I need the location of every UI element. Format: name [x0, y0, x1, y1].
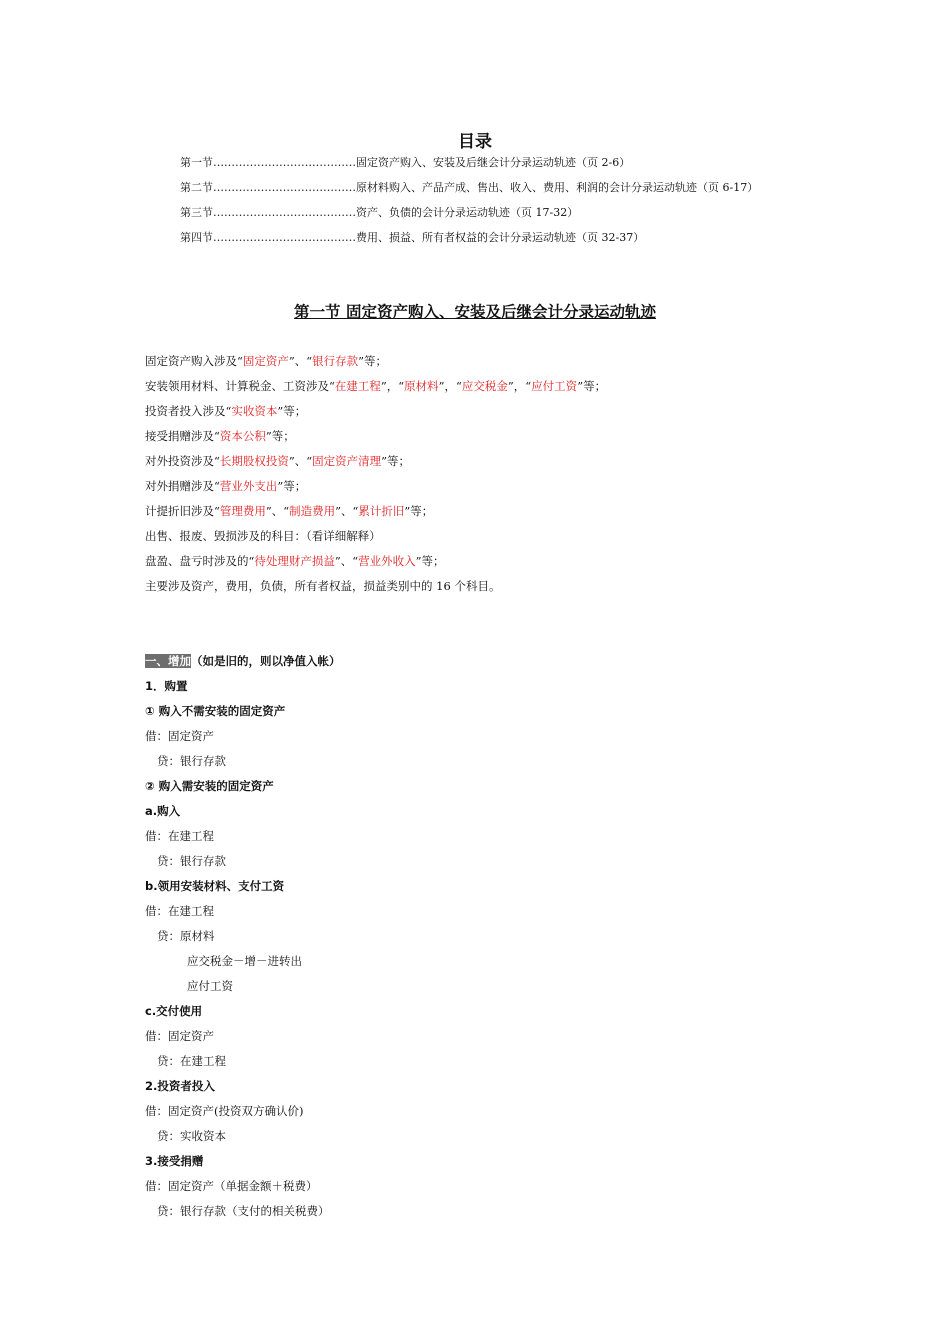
- intro-text: ”等；: [415, 554, 445, 568]
- entry-line: 贷：在建工程: [157, 1054, 226, 1068]
- intro-line: [145, 403, 306, 419]
- intro-text: 出售、报废、毁损涉及的科目：（看详细解释）: [145, 529, 381, 543]
- intro-text: 计提折旧涉及“: [145, 504, 220, 518]
- intro-text: ”等；: [358, 354, 388, 368]
- account-name: 待处理财产损益: [254, 554, 335, 568]
- account-name: 应交税金: [461, 379, 508, 393]
- intro-line: [145, 503, 433, 519]
- entry-heading: 1．购置: [145, 679, 188, 693]
- account-name: 管理费用: [219, 504, 266, 518]
- toc-entry-4[interactable]: 第四节…………………………………费用、损益、所有者权益的会计分录运动轨迹（页 32-37）: [180, 231, 645, 244]
- account-name: 固定资产清理: [312, 454, 382, 468]
- entry-line: 贷：银行存款: [157, 854, 226, 868]
- intro-text: ”、“: [265, 504, 290, 518]
- account-name: 银行存款: [312, 354, 359, 368]
- toc-entry-1[interactable]: 第一节…………………………………固定资产购入、安装及后继会计分录运动轨迹（页 2-6）: [180, 156, 631, 169]
- intro-line: [145, 378, 606, 394]
- entry-line: 应交税金－增－进转出: [187, 954, 302, 968]
- account-name: 实收资本: [231, 404, 278, 418]
- entry-heading: 3.接受捐赠: [145, 1154, 204, 1168]
- account-name: 固定资产: [242, 354, 289, 368]
- intro-text: 接受捐赠涉及“: [145, 429, 220, 443]
- intro-text: ”等；: [277, 479, 307, 493]
- account-name: 营业外收入: [358, 554, 416, 568]
- intro-line: [145, 478, 306, 494]
- intro-text: ”，“: [380, 379, 405, 393]
- entry-heading: ① 购入不需安装的固定资产: [145, 704, 286, 718]
- intro-text: ”、“: [288, 354, 313, 368]
- intro-text: ”等；: [577, 379, 607, 393]
- entry-heading: ② 购入需安装的固定资产: [145, 779, 274, 793]
- entry-line: 借：固定资产(投资双方确认价): [145, 1104, 304, 1118]
- part-heading-highlight: 一、增加: [145, 654, 191, 668]
- account-name: 营业外支出: [219, 479, 278, 493]
- entry-line: 借：在建工程: [145, 829, 214, 843]
- intro-text: ”等；: [381, 454, 411, 468]
- intro-text: 投资者投入涉及“: [145, 404, 232, 418]
- entry-line: 借：在建工程: [145, 904, 214, 918]
- intro-text: ”等；: [265, 429, 295, 443]
- entry-heading: b.领用安装材料、支付工资: [145, 879, 285, 893]
- intro-text: 对外投资涉及“: [145, 454, 220, 468]
- part-heading: [145, 653, 341, 669]
- intro-text: 盘盈、盘亏时涉及的“: [145, 554, 255, 568]
- part-heading-note: （如是旧的，则以净值入帐）: [191, 654, 341, 668]
- intro-line: [145, 553, 445, 569]
- account-name: 累计折旧: [358, 504, 405, 518]
- intro-text: 固定资产购入涉及“: [145, 354, 243, 368]
- intro-text: ”，“: [438, 379, 462, 393]
- account-name: 原材料: [404, 379, 439, 393]
- toc-entry-2[interactable]: 第二节…………………………………原材料购入、产品产成、售出、收入、费用、利润的会计分录运动轨迹（页 6-17）: [180, 181, 759, 194]
- intro-text: 安装领用材料、计算税金、工资涉及“: [145, 379, 335, 393]
- intro-text: ”等；: [404, 504, 434, 518]
- entry-line: 借：固定资产（单据金额＋税费）: [145, 1179, 318, 1193]
- entry-heading: 2.投资者投入: [145, 1079, 215, 1093]
- intro-text: ”，“: [507, 379, 532, 393]
- entry-line: 贷：银行存款: [157, 754, 226, 768]
- entry-line: 应付工资: [187, 979, 233, 993]
- entry-line: 借：固定资产: [145, 1029, 214, 1043]
- intro-line: [145, 428, 295, 444]
- entry-line: 贷：原材料: [157, 929, 215, 943]
- account-name: 应付工资: [531, 379, 578, 393]
- toc-entry-3[interactable]: 第三节…………………………………资产、负债的会计分录运动轨迹（页 17-32）: [180, 206, 579, 219]
- account-name: 长期股权投资: [219, 454, 289, 468]
- entry-line: 贷：实收资本: [157, 1129, 226, 1143]
- intro-text: ”、“: [334, 554, 359, 568]
- intro-text: ”、“: [335, 504, 359, 518]
- entry-line: 借：固定资产: [145, 729, 214, 743]
- intro-text: 主要涉及资产，费用，负债，所有者权益，损益类别中的 16 个科目。: [145, 579, 501, 593]
- intro-line: [145, 578, 500, 594]
- account-name: 制造费用: [289, 504, 336, 518]
- intro-line: [145, 453, 410, 469]
- intro-line: [145, 353, 387, 369]
- intro-line: [145, 528, 381, 544]
- toc-title: 目录: [458, 132, 492, 152]
- intro-text: ”、“: [288, 454, 313, 468]
- entry-heading: a.购入: [145, 804, 181, 818]
- account-name: 资本公积: [219, 429, 266, 443]
- intro-text: 对外捐赠涉及“: [145, 479, 220, 493]
- account-name: 在建工程: [334, 379, 381, 393]
- entry-line: 贷：银行存款（支付的相关税费）: [157, 1204, 330, 1218]
- section-title: 第一节 固定资产购入、安装及后继会计分录运动轨迹: [294, 303, 656, 321]
- intro-text: ”等；: [277, 404, 307, 418]
- entry-heading: c.交付使用: [145, 1004, 203, 1018]
